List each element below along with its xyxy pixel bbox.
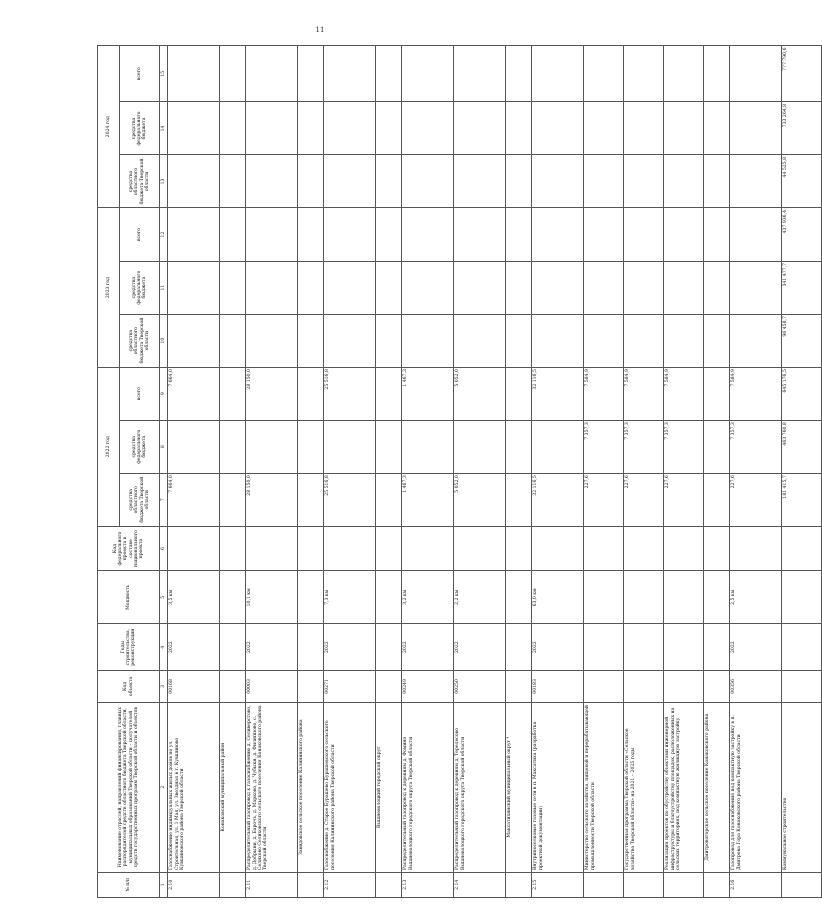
column-number: 8: [160, 420, 168, 473]
value-c11: 341 477,7: [782, 261, 822, 314]
value-c14: [532, 102, 584, 155]
header-fed-code: Код федерального проекта в составе национального проекта: [98, 526, 160, 571]
object-name: Газоснабжение д. Старое Бурашево Бурашевского сельского поселения Калининского района Тверской области: [324, 702, 376, 872]
row-number: 2.13: [402, 872, 454, 897]
empty-cell: [704, 261, 730, 314]
value-c15: [624, 46, 664, 102]
empty-cell: [704, 208, 730, 261]
value-c15: [324, 46, 376, 102]
column-number: 2: [160, 702, 168, 872]
table-row: [402, 46, 454, 898]
empty-cell: [506, 261, 532, 314]
value-c9: 32 116,5: [532, 367, 584, 420]
empty-cell: [704, 571, 730, 624]
column-number: 15: [160, 46, 168, 102]
value-c10: [246, 314, 298, 367]
value-c14: [324, 102, 376, 155]
value-c8: 463 760,8: [782, 420, 822, 473]
row-num-cell: [624, 872, 664, 897]
empty-cell: [298, 571, 324, 624]
capacity: 10,1 км: [246, 571, 298, 624]
column-number: 11: [160, 261, 168, 314]
capacity: 63,0 км: [532, 571, 584, 624]
empty-cell: [584, 624, 624, 671]
empty-cell: [220, 208, 246, 261]
row-number: 2.10: [168, 872, 220, 897]
value-c12: 437 936,4: [782, 208, 822, 261]
header-name: Наименование отраслей, направлений финансирования, главных распорядителей средств областного бюджета Тверской области, муниципальных образований Тверской области – получателей средств государственных программ Тверской области и объектов: [98, 702, 160, 872]
value-c13: [324, 155, 376, 208]
value-c15: [584, 46, 624, 102]
empty-cell: [220, 420, 246, 473]
value-c8: 7 357,3: [584, 420, 624, 473]
value-c11: [454, 261, 506, 314]
empty-cell: [376, 367, 402, 420]
empty-cell: [376, 420, 402, 473]
construction-years: 2022: [402, 624, 454, 671]
value-c13: [584, 155, 624, 208]
fed-project-code: [532, 526, 584, 571]
value-c9: 5 052,0: [454, 367, 506, 420]
group-heading: Завидовское сельское поселение Калининского района: [298, 702, 324, 872]
empty-cell: [584, 671, 624, 703]
empty-cell: [376, 624, 402, 671]
empty-cell: [506, 102, 532, 155]
row-number: 2.15: [532, 872, 584, 897]
empty-cell: [782, 571, 822, 624]
empty-cell: [782, 526, 822, 571]
table-row: [624, 46, 664, 898]
capacity: 7,3 км: [324, 571, 376, 624]
value-c15: [532, 46, 584, 102]
row-number: 2.12: [324, 872, 376, 897]
value-c7: 1 467,3: [402, 473, 454, 526]
construction-years: 2022: [454, 624, 506, 671]
header-2023-fed: средства федерального бюджета: [120, 261, 160, 314]
empty-cell: [624, 671, 664, 703]
value-c13: [624, 155, 664, 208]
value-c8: 7 357,3: [664, 420, 704, 473]
empty-cell: [376, 571, 402, 624]
empty-cell: [704, 420, 730, 473]
empty-cell: [624, 571, 664, 624]
construction-years: 2022: [532, 624, 584, 671]
value-c14: [664, 102, 704, 155]
value-c12: [402, 208, 454, 261]
value-c10: [454, 314, 506, 367]
empty-cell: [584, 571, 624, 624]
object-name: Распределительный газопровод к деревням д. Терелесово Вышневолоцкого городского округа Тверской области: [454, 702, 506, 872]
value-c13: [730, 155, 782, 208]
value-c10: [624, 314, 664, 367]
empty-cell: [704, 46, 730, 102]
value-c9: 7 584,9: [730, 367, 782, 420]
empty-cell: [298, 46, 324, 102]
section-heading: Коммунальное строительство: [782, 702, 822, 872]
row-number: 2.11: [246, 872, 298, 897]
table-row: [584, 46, 624, 898]
object-name: Внутрипоселковые газовые сети в п. Максатиха (разработка проектной документации): [532, 702, 584, 872]
value-c11: [664, 261, 704, 314]
empty-cell: [298, 367, 324, 420]
fed-project-code: [730, 526, 782, 571]
value-c13: [664, 155, 704, 208]
empty-cell: [376, 261, 402, 314]
empty-cell: [298, 261, 324, 314]
empty-cell: [506, 526, 532, 571]
value-c12: [532, 208, 584, 261]
empty-cell: [298, 208, 324, 261]
value-c10: [324, 314, 376, 367]
value-c12: [246, 208, 298, 261]
value-c15: [168, 46, 220, 102]
row-number: 2.16: [730, 872, 782, 897]
empty-cell: [298, 102, 324, 155]
empty-cell: [298, 624, 324, 671]
empty-cell: [704, 624, 730, 671]
value-c14: [624, 102, 664, 155]
value-c10: [168, 314, 220, 367]
empty-cell: [506, 473, 532, 526]
column-number: 12: [160, 208, 168, 261]
table-row: [376, 46, 402, 898]
value-c9: 7 584,9: [584, 367, 624, 420]
empty-cell: [298, 526, 324, 571]
empty-cell: [624, 624, 664, 671]
value-c10: [730, 314, 782, 367]
value-c11: [730, 261, 782, 314]
column-number: 3: [160, 671, 168, 703]
empty-cell: [298, 314, 324, 367]
object-code: 00250: [454, 671, 506, 703]
empty-cell: [220, 46, 246, 102]
empty-cell: [220, 155, 246, 208]
value-c13: [402, 155, 454, 208]
value-c14: [168, 102, 220, 155]
empty-cell: [376, 671, 402, 703]
capacity: 2,5 км: [730, 571, 782, 624]
empty-cell: [220, 624, 246, 671]
value-c13: 44 525,8: [782, 155, 822, 208]
object-code: 00249: [402, 671, 454, 703]
construction-years: 2022: [730, 624, 782, 671]
value-c7: 181 415,7: [782, 473, 822, 526]
empty-cell: [506, 46, 532, 102]
empty-cell: [704, 367, 730, 420]
header-2022-total: всего: [120, 367, 160, 420]
value-c11: [532, 261, 584, 314]
value-c8: [402, 420, 454, 473]
value-c14: [402, 102, 454, 155]
value-c9: 645 176,5: [782, 367, 822, 420]
fed-project-code: [402, 526, 454, 571]
value-c15: [730, 46, 782, 102]
empty-cell: [782, 624, 822, 671]
empty-cell: [704, 473, 730, 526]
empty-cell: [506, 208, 532, 261]
value-c11: [402, 261, 454, 314]
value-c10: [402, 314, 454, 367]
value-c11: [246, 261, 298, 314]
empty-cell: [506, 624, 532, 671]
empty-cell: [220, 102, 246, 155]
empty-cell: [506, 420, 532, 473]
value-c9: 25 516,8: [324, 367, 376, 420]
fed-project-code: [324, 526, 376, 571]
column-number: 9: [160, 367, 168, 420]
value-c13: [454, 155, 506, 208]
table-row: [506, 46, 532, 898]
empty-cell: [664, 571, 704, 624]
empty-cell: [376, 526, 402, 571]
value-c15: [454, 46, 506, 102]
table-row: [220, 46, 246, 898]
capacity: 3,5 км: [168, 571, 220, 624]
empty-cell: [376, 473, 402, 526]
value-c12: [624, 208, 664, 261]
row-num-cell: [584, 872, 624, 897]
column-number-row: [160, 46, 168, 898]
object-name: Газоснабжение индивидуальных жилых домов по ул. Строительная, ул. 1 Мая, ул. Звездная в г. Кувшиново Кувшиновского района Тверской области: [168, 702, 220, 872]
object-code: 00356: [730, 671, 782, 703]
value-c11: [584, 261, 624, 314]
empty-cell: [220, 571, 246, 624]
empty-cell: [376, 46, 402, 102]
value-c14: [246, 102, 298, 155]
column-number: 6: [160, 526, 168, 571]
empty-cell: [298, 671, 324, 703]
empty-cell: [584, 526, 624, 571]
header-capacity: Мощность: [98, 571, 160, 624]
value-c9: 7 584,9: [664, 367, 704, 420]
empty-cell: [664, 526, 704, 571]
construction-years: 2022: [324, 624, 376, 671]
group-heading: Дмитровогорское сельское поселение Конаковского района: [704, 702, 730, 872]
column-number: 13: [160, 155, 168, 208]
value-c11: [324, 261, 376, 314]
value-c9: 7 664,0: [168, 367, 220, 420]
row-num-cell: [704, 872, 730, 897]
table-row: [664, 46, 704, 898]
table-row: [532, 46, 584, 898]
value-c7: 25 516,8: [324, 473, 376, 526]
value-c8: 7 357,3: [730, 420, 782, 473]
empty-cell: [506, 314, 532, 367]
header-2022-obl: средства областного бюджета Тверской области: [120, 473, 160, 526]
header-2022-fed: средства федерального бюджета: [120, 420, 160, 473]
value-c8: [324, 420, 376, 473]
object-name: Газопровод для газоснабжения под компактную застройку в п. Дмитрова Гора Конаковского района Тверской области: [730, 702, 782, 872]
object-code: 00183: [532, 671, 584, 703]
header-2023-obl: средства областного бюджета Тверской области: [120, 314, 160, 367]
section-heading: Реализация проектов по обустройству объектами инженерной инфраструктуры и благоустройству площадок, расположенных на сельских территориях, под компактную жилищную застройку: [664, 702, 704, 872]
section-heading: Министерство сельского хозяйства, пищевой и перерабатывающей промышленности Тверской области: [584, 702, 624, 872]
header-2024: 2024 год: [98, 46, 120, 209]
value-c12: [584, 208, 624, 261]
value-c13: [168, 155, 220, 208]
row-num-cell: [664, 872, 704, 897]
value-c10: 96 458,7: [782, 314, 822, 367]
value-c7: 227,6: [584, 473, 624, 526]
fed-project-code: [454, 526, 506, 571]
rotated-table-wrapper: [97, 45, 789, 898]
row-num-cell: [782, 872, 822, 897]
value-c15: 777 790,6: [782, 46, 822, 102]
value-c7: 227,6: [624, 473, 664, 526]
table-row: [324, 46, 376, 898]
column-number: 14: [160, 102, 168, 155]
value-c8: [246, 420, 298, 473]
empty-cell: [506, 155, 532, 208]
empty-cell: [298, 155, 324, 208]
header-2022: 2022 год: [98, 367, 120, 526]
value-c10: [664, 314, 704, 367]
table-row: [246, 46, 298, 898]
value-c12: [454, 208, 506, 261]
construction-years: 2022: [246, 624, 298, 671]
table-row: [454, 46, 506, 898]
empty-cell: [782, 671, 822, 703]
value-c7: 32 116,5: [532, 473, 584, 526]
value-c14: [454, 102, 506, 155]
header-2024-fed: средства федерального бюджета: [120, 102, 160, 155]
empty-cell: [704, 102, 730, 155]
empty-cell: [220, 261, 246, 314]
value-c9: 7 584,9: [624, 367, 664, 420]
empty-cell: [220, 671, 246, 703]
table-body: [168, 46, 822, 898]
row-num-cell: [298, 872, 324, 897]
table-row: [782, 46, 822, 898]
value-c15: [246, 46, 298, 102]
empty-cell: [506, 671, 532, 703]
page-number: 11: [315, 26, 325, 34]
header-num: № п/п: [98, 872, 160, 897]
value-c15: [402, 46, 454, 102]
row-num-cell: [376, 872, 402, 897]
header-2023: 2023 год: [98, 208, 120, 367]
value-c9: 28 150,0: [246, 367, 298, 420]
group-heading: Вышневолоцкий городской округ: [376, 702, 402, 872]
header-years: Годы строительства, реконструкции: [98, 624, 160, 671]
value-c8: [532, 420, 584, 473]
value-c8: [454, 420, 506, 473]
table-row: [168, 46, 220, 898]
value-c8: 7 357,3: [624, 420, 664, 473]
empty-cell: [664, 671, 704, 703]
empty-cell: [664, 624, 704, 671]
fed-project-code: [246, 526, 298, 571]
column-number: 5: [160, 571, 168, 624]
section-heading: Государственная программа Тверской области «Сельское хозяйство Тверской области» на 2021 – 2025 годы: [624, 702, 664, 872]
value-c15: [664, 46, 704, 102]
empty-cell: [704, 155, 730, 208]
value-c7: 28 150,0: [246, 473, 298, 526]
empty-cell: [624, 526, 664, 571]
empty-cell: [376, 155, 402, 208]
value-c8: [168, 420, 220, 473]
empty-cell: [220, 526, 246, 571]
construction-years: 2022: [168, 624, 220, 671]
empty-cell: [298, 420, 324, 473]
empty-cell: [376, 102, 402, 155]
object-code: 00168: [168, 671, 220, 703]
empty-cell: [220, 367, 246, 420]
table-row: [704, 46, 730, 898]
row-number: 2.14: [454, 872, 506, 897]
value-c7: 5 052,0: [454, 473, 506, 526]
empty-cell: [704, 314, 730, 367]
object-name: Распределительный газопровод к деревням д. Фомино Вышневолоцкого городского округа Тверской области: [402, 702, 454, 872]
value-c11: [624, 261, 664, 314]
column-number: 4: [160, 624, 168, 671]
empty-cell: [298, 473, 324, 526]
row-num-cell: [220, 872, 246, 897]
capacity: 3,2 км: [402, 571, 454, 624]
empty-cell: [704, 671, 730, 703]
value-c14: [730, 102, 782, 155]
value-c7: 227,6: [730, 473, 782, 526]
header-code: Код объекта: [98, 671, 160, 703]
column-number: 7: [160, 473, 168, 526]
column-number: 10: [160, 314, 168, 367]
value-c7: 227,6: [664, 473, 704, 526]
table-row: [730, 46, 782, 898]
table-row: [298, 46, 324, 898]
header-2023-total: всего: [120, 208, 160, 261]
value-c13: [532, 155, 584, 208]
fed-project-code: [168, 526, 220, 571]
value-c12: [664, 208, 704, 261]
empty-cell: [220, 314, 246, 367]
value-c14: [584, 102, 624, 155]
row-num-cell: [506, 872, 532, 897]
value-c12: [324, 208, 376, 261]
empty-cell: [220, 473, 246, 526]
empty-cell: [506, 367, 532, 420]
group-heading: Максатихинский муниципальный округ ⁴: [506, 702, 532, 872]
empty-cell: [506, 571, 532, 624]
empty-cell: [704, 526, 730, 571]
header-2024-total: всего: [120, 46, 160, 102]
column-number: 1: [160, 872, 168, 897]
object-name: Распределительный газопровод к газоснабжению д. Селиверстово, д. Добрыни, д. Барочъ, д. Марково, д. Чубыки, д. Филиппово, с. Селихово Селиховского сельского поселения Конаковского района Тверской области: [246, 702, 298, 872]
header-2024-obl: средства областного бюджета Тверской области: [120, 155, 160, 208]
object-code: 00003: [246, 671, 298, 703]
value-c13: [246, 155, 298, 208]
group-heading: Конаковский муниципальный район: [220, 702, 246, 872]
value-c7: 7 664,0: [168, 473, 220, 526]
value-c11: [168, 261, 220, 314]
object-code: 00271: [324, 671, 376, 703]
value-c12: [168, 208, 220, 261]
value-c14: 733 264,8: [782, 102, 822, 155]
empty-cell: [376, 314, 402, 367]
empty-cell: [376, 208, 402, 261]
value-c9: 1 467,3: [402, 367, 454, 420]
value-c10: [532, 314, 584, 367]
value-c10: [584, 314, 624, 367]
value-c12: [730, 208, 782, 261]
capital-investment-table: [97, 45, 822, 898]
capacity: 2,2 км: [454, 571, 506, 624]
